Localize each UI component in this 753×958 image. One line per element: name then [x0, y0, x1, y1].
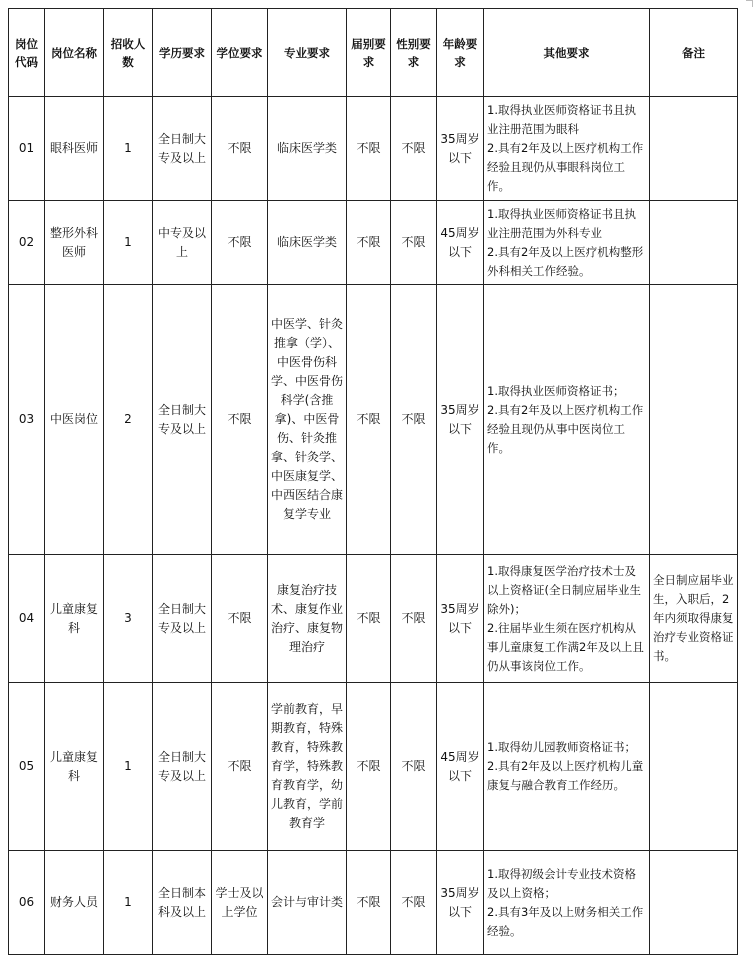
- header-other: 其他要求: [484, 9, 650, 97]
- cell-note: [650, 201, 738, 285]
- cell-gender: 不限: [391, 555, 437, 683]
- cell-name: 儿童康复科: [45, 555, 104, 683]
- cell-count: 1: [104, 851, 153, 955]
- header-note: 备注: [650, 9, 738, 97]
- table-row: [9, 201, 738, 285]
- cell-code: 01: [9, 97, 45, 201]
- cell-education: 全日制大专及以上: [153, 97, 212, 201]
- cell-session: 不限: [347, 851, 391, 955]
- cell-name: 儿童康复科: [45, 683, 104, 851]
- header-session: 届别要求: [347, 9, 391, 97]
- cell-major: 会计与审计类: [268, 851, 347, 955]
- cell-gender: 不限: [391, 201, 437, 285]
- cell-education: 中专及以上: [153, 201, 212, 285]
- cell-education: 全日制大专及以上: [153, 555, 212, 683]
- table-row: [9, 683, 738, 851]
- cell-note: [650, 285, 738, 555]
- header-major: 专业要求: [268, 9, 347, 97]
- cell-note: [650, 97, 738, 201]
- cell-degree: 不限: [212, 97, 268, 201]
- header-degree: 学位要求: [212, 9, 268, 97]
- cell-major: 学前教育，早期教育，特殊教育，特殊教育学，特殊教育教育学，幼儿教育，学前教育学: [268, 683, 347, 851]
- recruitment-table: [8, 8, 738, 955]
- cell-session: 不限: [347, 555, 391, 683]
- cell-gender: 不限: [391, 97, 437, 201]
- cell-note: [650, 683, 738, 851]
- table-row: [9, 285, 738, 555]
- table-row: [9, 97, 738, 201]
- cell-other: 1.取得执业医师资格证书且执业注册范围为眼科 2.具有2年及以上医疗机构工作经验且现仍从事眼科岗位工作。: [484, 97, 650, 201]
- cell-degree: 学士及以上学位: [212, 851, 268, 955]
- cell-session: 不限: [347, 683, 391, 851]
- cell-code: 05: [9, 683, 45, 851]
- cell-gender: 不限: [391, 285, 437, 555]
- cell-major: 临床医学类: [268, 201, 347, 285]
- header-name: 岗位名称: [45, 9, 104, 97]
- cell-code: 03: [9, 285, 45, 555]
- cell-education: 全日制大专及以上: [153, 683, 212, 851]
- cell-major: 康复治疗技术、康复作业治疗、康复物理治疗: [268, 555, 347, 683]
- cell-other: 1.取得执业医师资格证书； 2.具有2年及以上医疗机构工作经验且现仍从事中医岗位工作。: [484, 285, 650, 555]
- cell-education: 全日制大专及以上: [153, 285, 212, 555]
- cell-gender: 不限: [391, 851, 437, 955]
- cell-age: 35周岁以下: [437, 97, 484, 201]
- cell-other: 1.取得幼儿园教师资格证书； 2.具有2年及以上医疗机构儿童康复与融合教育工作经历。: [484, 683, 650, 851]
- cell-code: 06: [9, 851, 45, 955]
- cell-gender: 不限: [391, 683, 437, 851]
- table-row: [9, 555, 738, 683]
- cell-degree: 不限: [212, 201, 268, 285]
- cell-count: 2: [104, 285, 153, 555]
- cell-count: 1: [104, 201, 153, 285]
- cell-degree: 不限: [212, 683, 268, 851]
- cell-other: 1.取得执业医师资格证书且执业注册范围为外科专业 2.具有2年及以上医疗机构整形外科相关工作经验。: [484, 201, 650, 285]
- cell-note: 全日制应届毕业生，入职后，2年内须取得康复治疗专业资格证书。: [650, 555, 738, 683]
- cell-other: 1.取得康复医学治疗技术士及以上资格证(全日制应届毕业生除外)； 2.往届毕业生须在医疗机构从事儿童康复工作满2年及以上且仍从事该岗位工作。: [484, 555, 650, 683]
- recruitment-table-sheet: [8, 8, 738, 955]
- table-row: [9, 851, 738, 955]
- cell-code: 04: [9, 555, 45, 683]
- cell-count: 3: [104, 555, 153, 683]
- cell-name: 财务人员: [45, 851, 104, 955]
- cell-age: 45周岁以下: [437, 201, 484, 285]
- cell-count: 1: [104, 97, 153, 201]
- cell-name: 中医岗位: [45, 285, 104, 555]
- cell-age: 45周岁以下: [437, 683, 484, 851]
- cell-session: 不限: [347, 285, 391, 555]
- cell-count: 1: [104, 683, 153, 851]
- cell-degree: 不限: [212, 285, 268, 555]
- cell-note: [650, 851, 738, 955]
- page-corner-mark: [746, 0, 753, 7]
- cell-other: 1.取得初级会计专业技术资格及以上资格； 2.具有3年及以上财务相关工作经验。: [484, 851, 650, 955]
- cell-major: 临床医学类: [268, 97, 347, 201]
- cell-session: 不限: [347, 201, 391, 285]
- header-education: 学历要求: [153, 9, 212, 97]
- cell-age: 35周岁以下: [437, 555, 484, 683]
- cell-major: 中医学、针灸推拿（学）、中医骨伤科学、中医骨伤科学(含推拿)、中医骨伤、针灸推拿、针灸学、中医康复学、中西医结合康复学专业: [268, 285, 347, 555]
- cell-education: 全日制本科及以上: [153, 851, 212, 955]
- cell-degree: 不限: [212, 555, 268, 683]
- cell-age: 35周岁以下: [437, 851, 484, 955]
- header-gender: 性别要求: [391, 9, 437, 97]
- header-row: [9, 9, 738, 97]
- cell-code: 02: [9, 201, 45, 285]
- header-count: 招收人数: [104, 9, 153, 97]
- cell-name: 眼科医师: [45, 97, 104, 201]
- cell-name: 整形外科医师: [45, 201, 104, 285]
- header-code: 岗位代码: [9, 9, 45, 97]
- cell-age: 35周岁以下: [437, 285, 484, 555]
- header-age: 年龄要求: [437, 9, 484, 97]
- cell-session: 不限: [347, 97, 391, 201]
